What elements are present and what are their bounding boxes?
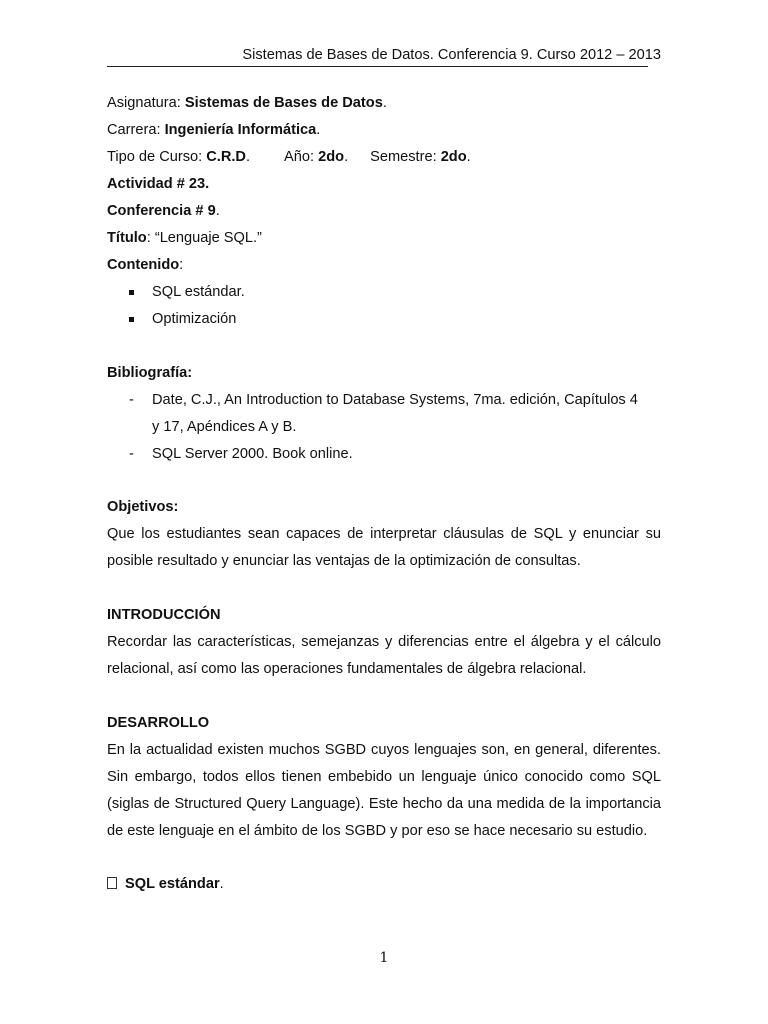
semestre-period: . bbox=[466, 149, 471, 165]
dash-bullet: - bbox=[129, 391, 134, 408]
conferencia-line bbox=[107, 198, 661, 225]
tipo-period: . bbox=[245, 149, 251, 165]
actividad-text: Actividad # 23. bbox=[107, 176, 210, 192]
section-sql-estandar bbox=[107, 871, 661, 898]
header-rule bbox=[107, 66, 648, 67]
conferencia-period: . bbox=[215, 203, 220, 219]
section-title: SQL estándar bbox=[125, 876, 220, 893]
semestre-value: 2do bbox=[440, 149, 467, 165]
asignatura-value: Sistemas de Bases de Datos bbox=[184, 95, 383, 111]
desarrollo-paragraph: En la actualidad existen muchos SGBD cuyos lenguajes son, en general, diferentes. Sin embargo, todos ellos tienen embebido un lenguaje único conocido como SQL (siglas de Structured Query Language). Este hecho da una medida de la importancia de este lenguaje en el ámbito de los SGBD y por eso se hace necesario su estudio. bbox=[107, 741, 661, 839]
actividad-line bbox=[107, 171, 661, 198]
asignatura-label: Asignatura: bbox=[107, 95, 185, 111]
contenido-item bbox=[107, 306, 661, 333]
tipo-curso-line bbox=[107, 144, 661, 171]
tipo-label: Tipo de Curso: bbox=[107, 149, 207, 165]
semestre-label: Semestre: bbox=[370, 149, 441, 165]
dash-bullet: - bbox=[129, 445, 134, 462]
titulo-value: : “Lenguaje SQL.” bbox=[146, 230, 262, 246]
asignatura-line bbox=[107, 90, 661, 117]
page-number: 1 bbox=[379, 950, 389, 966]
titulo-line bbox=[107, 225, 661, 252]
missing-glyph-box-icon bbox=[107, 877, 117, 889]
contenido-item bbox=[107, 279, 661, 306]
objetivos-heading-text: Objetivos: bbox=[107, 499, 179, 516]
bibliografia-item-line: Date, C.J., An Introduction to Database Systems, 7ma. edición, Capítulos 4 bbox=[152, 391, 638, 408]
contenido-label: Contenido bbox=[107, 257, 180, 273]
anio-period: . bbox=[344, 149, 349, 165]
carrera-period: . bbox=[316, 122, 321, 138]
contenido-item-text: Optimización bbox=[152, 311, 237, 327]
contenido-line bbox=[107, 252, 661, 279]
tipo-value: C.R.D bbox=[206, 149, 246, 165]
objetivos-paragraph: Que los estudiantes sean capaces de interpretar cláusulas de SQL y enunciar su posible resultado y enunciar las ventajas de la optimización de consultas. bbox=[107, 526, 661, 570]
bibliografia-item bbox=[107, 387, 661, 441]
bibliografia-item-line: SQL Server 2000. Book online. bbox=[152, 445, 353, 462]
introduccion-heading bbox=[107, 602, 661, 629]
bibliografia-heading bbox=[107, 360, 661, 387]
bibliografia-item bbox=[107, 441, 661, 468]
page-header: Sistemas de Bases de Datos. Conferencia 9. Curso 2012 – 2013 bbox=[242, 47, 661, 63]
contenido-colon: : bbox=[179, 257, 184, 273]
objetivos-heading bbox=[107, 494, 661, 521]
anio-label: Año: bbox=[284, 149, 319, 165]
desarrollo-heading bbox=[107, 710, 661, 737]
desarrollo-heading-text: DESARROLLO bbox=[107, 714, 210, 731]
square-bullet-icon bbox=[129, 290, 134, 295]
titulo-label: Título bbox=[107, 230, 147, 246]
asignatura-period: . bbox=[382, 95, 387, 111]
introduccion-paragraph: Recordar las características, semejanzas y diferencias entre el álgebra y el cálculo relacional, así como las operaciones fundamentales de álgebra relacional. bbox=[107, 634, 661, 678]
bibliografia-heading-text: Bibliografía: bbox=[107, 364, 193, 381]
carrera-value: Ingeniería Informática bbox=[164, 122, 317, 138]
introduccion-heading-text: INTRODUCCIÓN bbox=[107, 607, 221, 624]
section-suffix: . bbox=[219, 876, 224, 893]
document-body bbox=[107, 90, 661, 898]
contenido-item-text: SQL estándar. bbox=[152, 284, 245, 300]
carrera-label: Carrera: bbox=[107, 122, 165, 138]
anio-value: 2do bbox=[318, 149, 345, 165]
square-bullet-icon bbox=[129, 317, 134, 322]
carrera-line bbox=[107, 117, 661, 144]
bibliografia-item-line: y 17, Apéndices A y B. bbox=[152, 418, 297, 435]
conferencia-text: Conferencia # 9 bbox=[107, 203, 216, 219]
